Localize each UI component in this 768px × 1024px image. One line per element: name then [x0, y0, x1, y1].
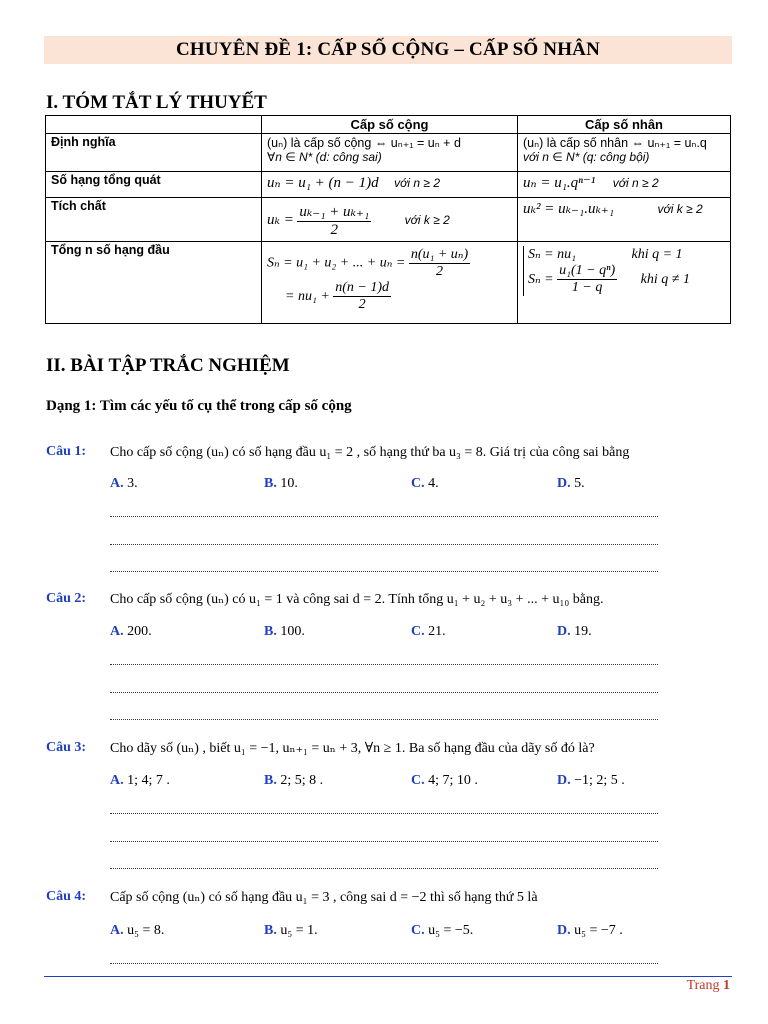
answer-line[interactable]: [110, 841, 658, 842]
answer-option-b[interactable]: [264, 773, 323, 789]
cell-arith-sum: [262, 242, 518, 324]
option-value: 4; 7; 10 .: [428, 773, 478, 788]
geom-sum-case1: Sₙ = nu₁: [528, 247, 576, 262]
arith-property-fraction: [297, 202, 371, 239]
answer-line[interactable]: [110, 719, 658, 720]
answer-option-b[interactable]: [264, 923, 318, 939]
geom-sum-brace: [523, 246, 690, 296]
option-value: 1; 4; 7 .: [127, 773, 170, 788]
arith-sum-line2: = nu₁ +: [285, 288, 330, 304]
option-value: 2; 5; 8 .: [280, 773, 324, 788]
geom-property-formula: uₖ² = uₖ₋₁.uₖ₊₁: [523, 201, 615, 217]
question-label: Câu 3:: [46, 740, 87, 755]
question-label: Câu 4:: [46, 889, 87, 904]
arith-sum-numerator1: n(u₁ + uₙ): [410, 247, 469, 262]
answer-line[interactable]: [110, 813, 658, 814]
answer-option-c[interactable]: [411, 476, 439, 492]
answer-option-c[interactable]: [411, 773, 478, 789]
cell-arith-definition: [262, 134, 518, 172]
arith-sum-denominator2: 2: [358, 297, 366, 312]
geom-sum-fraction: [557, 263, 617, 296]
answer-line[interactable]: [110, 664, 658, 665]
option-key: C.: [411, 923, 425, 938]
answer-option-d[interactable]: [557, 624, 592, 640]
geom-sum-case2-condition: khi q ≠ 1: [640, 271, 690, 287]
document-title: CHUYÊN ĐỀ 1: CẤP SỐ CỘNG – CẤP SỐ NHÂN: [44, 36, 732, 64]
answer-line[interactable]: [110, 868, 658, 869]
header-arithmetic: Cấp số cộng: [262, 116, 518, 134]
option-value: u₅ = −7 .: [574, 923, 623, 938]
option-key: A.: [110, 773, 124, 788]
answer-line[interactable]: [110, 571, 658, 572]
arith-general-formula: uₙ = u₁ + (n − 1)d: [267, 175, 379, 191]
footer-divider: [44, 976, 732, 977]
table-row-property: [46, 198, 731, 242]
arith-sum-denominator1: 2: [435, 264, 443, 279]
answer-line[interactable]: [110, 692, 658, 693]
cell-geom-property: [518, 198, 731, 242]
question-text: Cho cấp số cộng (uₙ) có u₁ = 1 và công sai d = 2. Tính tổng u₁ + u₂ + u₃ + ... + u₁₀ bằng.: [110, 592, 604, 607]
option-key: C.: [411, 476, 425, 491]
section-heading-exercises: II. BÀI TẬP TRẮC NGHIỆM: [46, 355, 290, 376]
cell-geom-general-term: [518, 172, 731, 198]
subsection-heading-type1: Dạng 1: Tìm các yếu tố cụ thể trong cấp số cộng: [46, 398, 352, 414]
arith-property-denominator: 2: [330, 222, 338, 238]
geom-general-condition: với n ≥ 2: [612, 176, 659, 190]
answer-option-a[interactable]: [110, 476, 138, 492]
option-key: A.: [110, 624, 124, 639]
answer-option-d[interactable]: [557, 773, 625, 789]
arith-property-lhs: uₖ =: [267, 211, 294, 228]
row-label-definition: Định nghĩa: [46, 134, 262, 172]
header-empty-cell: [46, 116, 262, 134]
option-key: C.: [411, 773, 425, 788]
option-value: u₅ = 8.: [127, 923, 165, 938]
cell-arith-general-term: [262, 172, 518, 198]
cell-arith-property: [262, 198, 518, 242]
page-footer: [687, 978, 730, 994]
section-heading-theory: I. TÓM TẮT LÝ THUYẾT: [46, 92, 267, 113]
arith-sum-fraction2: [333, 280, 391, 313]
footer-label: Trang: [686, 978, 720, 993]
row-label-property: Tích chất: [46, 198, 262, 242]
answer-option-d[interactable]: [557, 476, 585, 492]
option-value: 5.: [574, 476, 585, 491]
geom-sum-case1-condition: khi q = 1: [631, 247, 683, 262]
row-label-sum: Tổng n số hạng đầu: [46, 242, 262, 324]
option-value: 4.: [428, 476, 439, 491]
table-header-row: [46, 116, 731, 134]
option-key: B.: [264, 773, 277, 788]
question-label: Câu 2:: [46, 591, 87, 606]
answer-option-c[interactable]: [411, 923, 473, 939]
option-value: 100.: [280, 624, 305, 639]
option-value: 19.: [574, 624, 592, 639]
option-key: C.: [411, 624, 425, 639]
option-value: 3.: [127, 476, 138, 491]
arith-sum-fraction1: [409, 246, 470, 280]
geom-property-condition: với k ≥ 2: [657, 202, 703, 216]
question-label: Câu 1:: [46, 444, 87, 459]
option-value: u₅ = −5.: [428, 923, 474, 938]
geom-general-formula: uₙ = u₁.qⁿ⁻¹: [523, 175, 596, 191]
answer-line[interactable]: [110, 516, 658, 517]
answer-option-b[interactable]: [264, 624, 305, 640]
geom-sum-denominator: 1 − q: [571, 280, 603, 295]
arith-sum-numerator2: n(n − 1)d: [335, 280, 390, 295]
theory-table: [45, 115, 731, 324]
option-key: D.: [557, 773, 571, 788]
answer-option-a[interactable]: [110, 923, 164, 939]
answer-line[interactable]: [110, 963, 658, 964]
table-row-definition: [46, 134, 731, 172]
option-key: B.: [264, 624, 277, 639]
geom-sum-case2-lhs: Sₙ =: [528, 271, 554, 287]
question-text: Cho dãy số (uₙ) , biết u₁ = −1, uₙ₊₁ = uₙ + 3, ∀n ≥ 1. Ba số hạng đầu của dãy số đó là?: [110, 741, 595, 756]
option-value: 21.: [428, 624, 446, 639]
row-label-general-term: Số hạng tổng quát: [46, 172, 262, 198]
option-value: 200.: [127, 624, 152, 639]
option-key: D.: [557, 624, 571, 639]
option-key: D.: [557, 923, 571, 938]
arith-property-numerator: uₖ₋₁ + uₖ₊₁: [299, 204, 370, 220]
table-row-general-term: [46, 172, 731, 198]
arith-general-condition: với n ≥ 2: [394, 176, 440, 190]
arith-property-condition: với k ≥ 2: [404, 212, 450, 227]
page-number: 1: [723, 978, 730, 993]
arith-definition-line2: ∀n ∈ N* (d: công sai): [267, 150, 382, 164]
geom-definition-line2: với n ∈ N* (q: công bội): [523, 150, 650, 164]
option-key: D.: [557, 476, 571, 491]
option-key: B.: [264, 923, 277, 938]
option-value: u₅ = 1.: [280, 923, 318, 938]
geom-definition-line1: (uₙ) là cấp số nhân ⇔ uₙ₊₁ = uₙ.q: [523, 136, 707, 150]
option-key: A.: [110, 923, 124, 938]
option-value: −1; 2; 5 .: [574, 773, 625, 788]
option-key: B.: [264, 476, 277, 491]
cell-geom-sum: [518, 242, 731, 324]
answer-option-d[interactable]: [557, 923, 623, 939]
answer-option-a[interactable]: [110, 773, 170, 789]
answer-option-b[interactable]: [264, 476, 298, 492]
answer-option-a[interactable]: [110, 624, 152, 640]
option-key: A.: [110, 476, 124, 491]
arith-definition-line1: (uₙ) là cấp số cộng ⇔ uₙ₊₁ = uₙ + d: [267, 136, 461, 150]
arith-sum-line1: Sₙ = u₁ + u₂ + ... + uₙ =: [267, 255, 406, 271]
question-text: Cấp số cộng (uₙ) có số hạng đầu u₁ = 3 , công sai d = −2 thì số hạng thứ 5 là: [110, 890, 538, 905]
geom-sum-numerator: u₁(1 − qⁿ): [559, 263, 616, 278]
answer-line[interactable]: [110, 544, 658, 545]
header-geometric: Cấp số nhân: [518, 116, 731, 134]
question-text: Cho cấp số cộng (uₙ) có số hạng đầu u₁ = 2 , số hạng thứ ba u₃ = 8. Giá trị của công sai bằng: [110, 445, 630, 460]
cell-geom-definition: [518, 134, 731, 172]
table-row-sum: [46, 242, 731, 324]
option-value: 10.: [280, 476, 298, 491]
answer-option-c[interactable]: [411, 624, 446, 640]
